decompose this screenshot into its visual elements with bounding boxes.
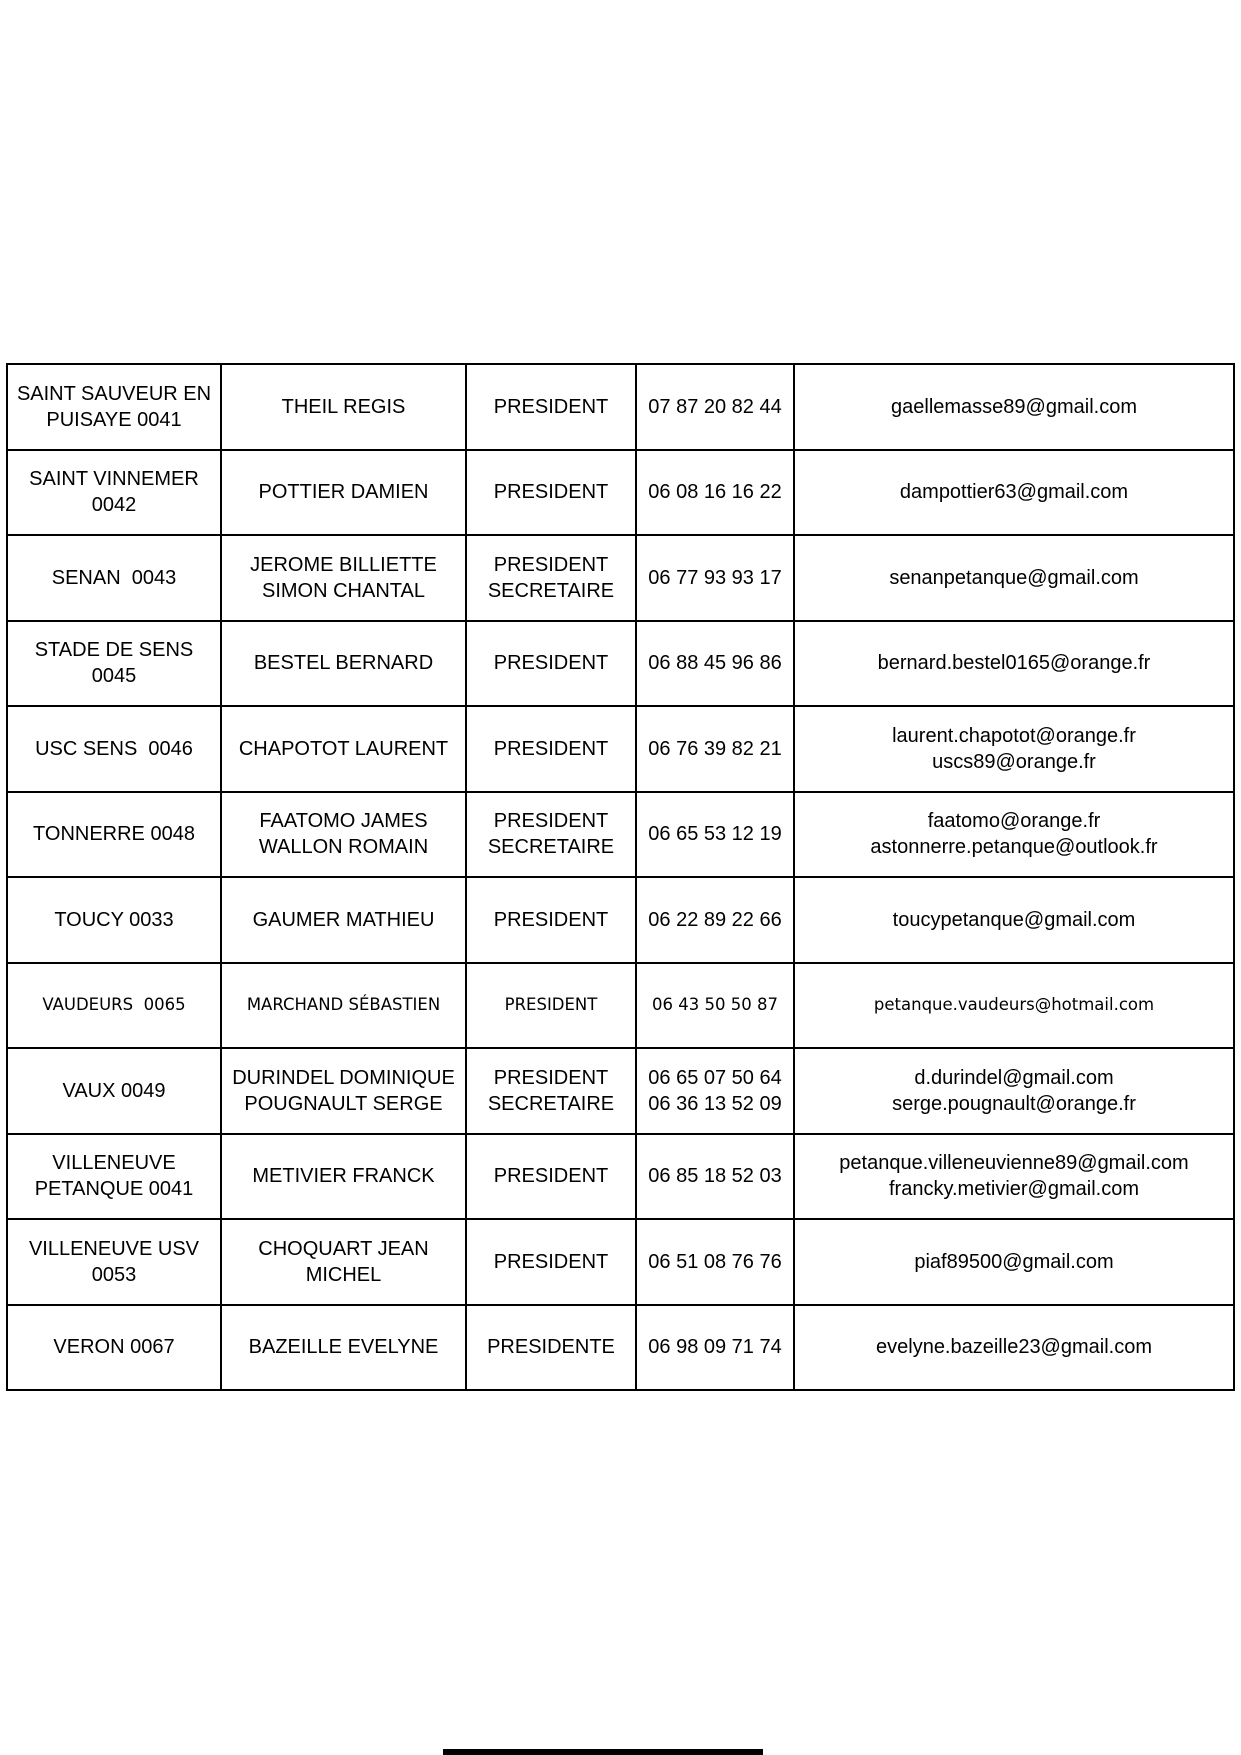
cell-contact-name-line: JEROME BILLIETTE (250, 553, 437, 576)
cell-club-line: VILLENEUVE USV (28, 1237, 200, 1260)
cell-email (794, 1219, 1234, 1305)
cell-contact-name-line: BESTEL BERNARD (253, 652, 434, 675)
cell-role-line: PRESIDENT (493, 1066, 609, 1089)
cell-phone-line: 06 22 89 22 66 (648, 908, 782, 931)
cell-contact-name-line: CHOQUART JEAN MICHEL (258, 1237, 435, 1286)
cell-contact-name-line: CHAPOTOT LAURENT (238, 737, 449, 760)
cell-contact-name-line: POTTIER DAMIEN (258, 481, 429, 504)
cell-contact-name-line: THEIL REGIS (281, 395, 406, 418)
cell-phone (636, 621, 794, 707)
cell-contact-name-line: MARCHAND SÉBASTIEN (246, 995, 441, 1015)
cell-role-line: PRESIDENT (493, 737, 609, 760)
cell-club-line: TONNERRE 0048 (33, 823, 195, 846)
cell-role (466, 963, 636, 1049)
cell-email-line: faatomo@orange.fr (927, 810, 1101, 833)
cell-club-line: USC SENS 0046 (35, 737, 193, 760)
table-row (7, 877, 1234, 963)
cell-phone-line: 06 85 18 52 03 (648, 1165, 782, 1188)
cell-club (7, 1305, 221, 1391)
cell-role (466, 535, 636, 621)
cell-phone-line: 06 65 07 50 64 (648, 1066, 782, 1089)
clubs-table-body (7, 364, 1234, 1390)
cell-contact-name (221, 1134, 466, 1220)
cell-phone-line: 06 08 16 16 22 (648, 481, 782, 504)
cell-club (7, 706, 221, 792)
cell-role-line: SECRETAIRE (487, 579, 615, 602)
cell-contact-name-line: WALLON ROMAIN (258, 836, 429, 859)
cell-role-line: SECRETAIRE (487, 836, 615, 859)
cell-role (466, 877, 636, 963)
cell-email-line: serge.pougnault@orange.fr (892, 1092, 1136, 1115)
cell-phone (636, 1134, 794, 1220)
cell-role-line: PRESIDENT (493, 481, 609, 504)
cell-email (794, 1048, 1234, 1134)
table-row (7, 1305, 1234, 1391)
cell-role (466, 792, 636, 878)
cell-contact-name (221, 1219, 466, 1305)
cell-phone (636, 706, 794, 792)
cell-phone (636, 535, 794, 621)
cell-email-line: d.durindel@gmail.com (914, 1066, 1114, 1089)
cell-phone-line: 06 43 50 50 87 (652, 995, 778, 1015)
cell-email-line: bernard.bestel0165@orange.fr (877, 652, 1151, 675)
cell-phone-line: 06 98 09 71 74 (648, 1336, 782, 1359)
table-row (7, 1134, 1234, 1220)
cell-contact-name-line: SIMON CHANTAL (262, 579, 425, 602)
cell-contact-name (221, 621, 466, 707)
cell-contact-name (221, 364, 466, 450)
cell-club (7, 1134, 221, 1220)
cell-email (794, 963, 1234, 1049)
cell-club (7, 963, 221, 1049)
cell-club-line: TOUCY 0033 (54, 908, 174, 931)
cell-contact-name (221, 1305, 466, 1391)
cell-contact-name-line: DURINDEL DOMINIQUE (232, 1066, 455, 1089)
cell-email-line: toucypetanque@gmail.com (892, 908, 1136, 931)
cell-role-line: PRESIDENTE (487, 1336, 615, 1359)
cell-phone-line: 06 77 93 93 17 (648, 566, 782, 589)
cell-email (794, 621, 1234, 707)
cell-role (466, 1134, 636, 1220)
cell-contact-name-line: METIVIER FRANCK (252, 1165, 435, 1188)
cell-club-line: SENAN 0043 (51, 566, 177, 589)
cell-email-line: francky.metivier@gmail.com (889, 1178, 1139, 1201)
cell-club (7, 877, 221, 963)
cell-email-line: evelyne.bazeille23@gmail.com (876, 1336, 1152, 1359)
cell-role-line: PRESIDENT (493, 553, 609, 576)
cell-club (7, 1219, 221, 1305)
cell-role-line: PRESIDENT (493, 1250, 609, 1273)
cell-email-line: piaf89500@gmail.com (914, 1250, 1114, 1273)
cell-email-line: laurent.chapotot@orange.fr (892, 724, 1136, 747)
cell-role (466, 450, 636, 536)
cell-phone (636, 1305, 794, 1391)
cell-contact-name-line: FAATOMO JAMES (259, 810, 428, 833)
cell-email (794, 450, 1234, 536)
table-row (7, 450, 1234, 536)
clubs-contact-table (6, 363, 1235, 1391)
cell-phone (636, 1219, 794, 1305)
cell-role-line: PRESIDENT (493, 395, 609, 418)
cell-email-line: dampottier63@gmail.com (899, 481, 1129, 504)
cell-club (7, 364, 221, 450)
cell-phone-line: 06 88 45 96 86 (648, 652, 782, 675)
cell-contact-name (221, 706, 466, 792)
cell-email-line: petanque.vaudeurs@hotmail.com (873, 995, 1155, 1015)
cell-email-line: senanpetanque@gmail.com (889, 566, 1139, 589)
cell-club-line: SAINT SAUVEUR EN (16, 382, 212, 405)
cell-email (794, 1305, 1234, 1391)
table-row (7, 1219, 1234, 1305)
table-row (7, 364, 1234, 450)
table-row (7, 792, 1234, 878)
table-row (7, 706, 1234, 792)
cell-email (794, 877, 1234, 963)
cell-role (466, 1219, 636, 1305)
cell-club-line: VERON 0067 (53, 1336, 175, 1359)
cell-contact-name (221, 450, 466, 536)
cell-phone-line: 07 87 20 82 44 (648, 395, 782, 418)
cell-email (794, 535, 1234, 621)
cell-phone-line: 06 36 13 52 09 (648, 1092, 782, 1115)
cell-club (7, 792, 221, 878)
cell-club (7, 450, 221, 536)
cell-contact-name (221, 535, 466, 621)
cell-email-line: petanque.villeneuvienne89@gmail.com (839, 1152, 1189, 1175)
cell-role-line: PRESIDENT (493, 810, 609, 833)
cell-role-line: PRESIDENT (493, 908, 609, 931)
cell-club-line: PUISAYE 0041 (46, 408, 182, 431)
cell-club-line: SAINT VINNEMER 0042 (29, 468, 205, 517)
table-row (7, 535, 1234, 621)
cell-club-line: VILLENEUVE (52, 1152, 176, 1175)
cell-role (466, 621, 636, 707)
cell-phone (636, 364, 794, 450)
cell-club (7, 621, 221, 707)
cell-email-line: astonnerre.petanque@outlook.fr (870, 836, 1158, 859)
cell-phone (636, 1048, 794, 1134)
cell-phone-line: 06 51 08 76 76 (648, 1250, 782, 1273)
cell-role (466, 1048, 636, 1134)
cell-role-line: SECRETAIRE (487, 1092, 615, 1115)
cell-club-line: VAUDEURS 0065 (42, 995, 186, 1015)
cell-contact-name (221, 1048, 466, 1134)
cell-phone-line: 06 76 39 82 21 (648, 737, 782, 760)
table-row (7, 1048, 1234, 1134)
cell-role-line: PRESIDENT (493, 1165, 609, 1188)
table-row (7, 963, 1234, 1049)
cell-role-line: PRESIDENT (504, 995, 598, 1015)
cell-email (794, 1134, 1234, 1220)
cell-phone (636, 450, 794, 536)
cell-role (466, 706, 636, 792)
cell-role (466, 1305, 636, 1391)
next-page-edge-artifact (443, 1749, 763, 1755)
cell-phone (636, 963, 794, 1049)
cell-contact-name (221, 877, 466, 963)
cell-contact-name-line: BAZEILLE EVELYNE (248, 1336, 439, 1359)
cell-contact-name (221, 963, 466, 1049)
cell-club (7, 1048, 221, 1134)
cell-club-line: 0053 (91, 1263, 137, 1286)
cell-contact-name (221, 792, 466, 878)
cell-club (7, 535, 221, 621)
cell-phone-line: 06 65 53 12 19 (648, 823, 782, 846)
cell-email-line: gaellemasse89@gmail.com (891, 395, 1137, 418)
cell-club-line: VAUX 0049 (62, 1079, 166, 1102)
cell-contact-name-line: GAUMER MATHIEU (252, 908, 435, 931)
cell-email (794, 792, 1234, 878)
cell-email-line: uscs89@orange.fr (932, 750, 1096, 773)
cell-role-line: PRESIDENT (493, 652, 609, 675)
cell-club-line: STADE DE SENS 0045 (34, 639, 199, 688)
cell-contact-name-line: POUGNAULT SERGE (244, 1092, 443, 1115)
cell-phone (636, 792, 794, 878)
cell-email (794, 364, 1234, 450)
cell-role (466, 364, 636, 450)
cell-email (794, 706, 1234, 792)
cell-club-line: PETANQUE 0041 (34, 1178, 194, 1201)
cell-phone (636, 877, 794, 963)
table-row (7, 621, 1234, 707)
